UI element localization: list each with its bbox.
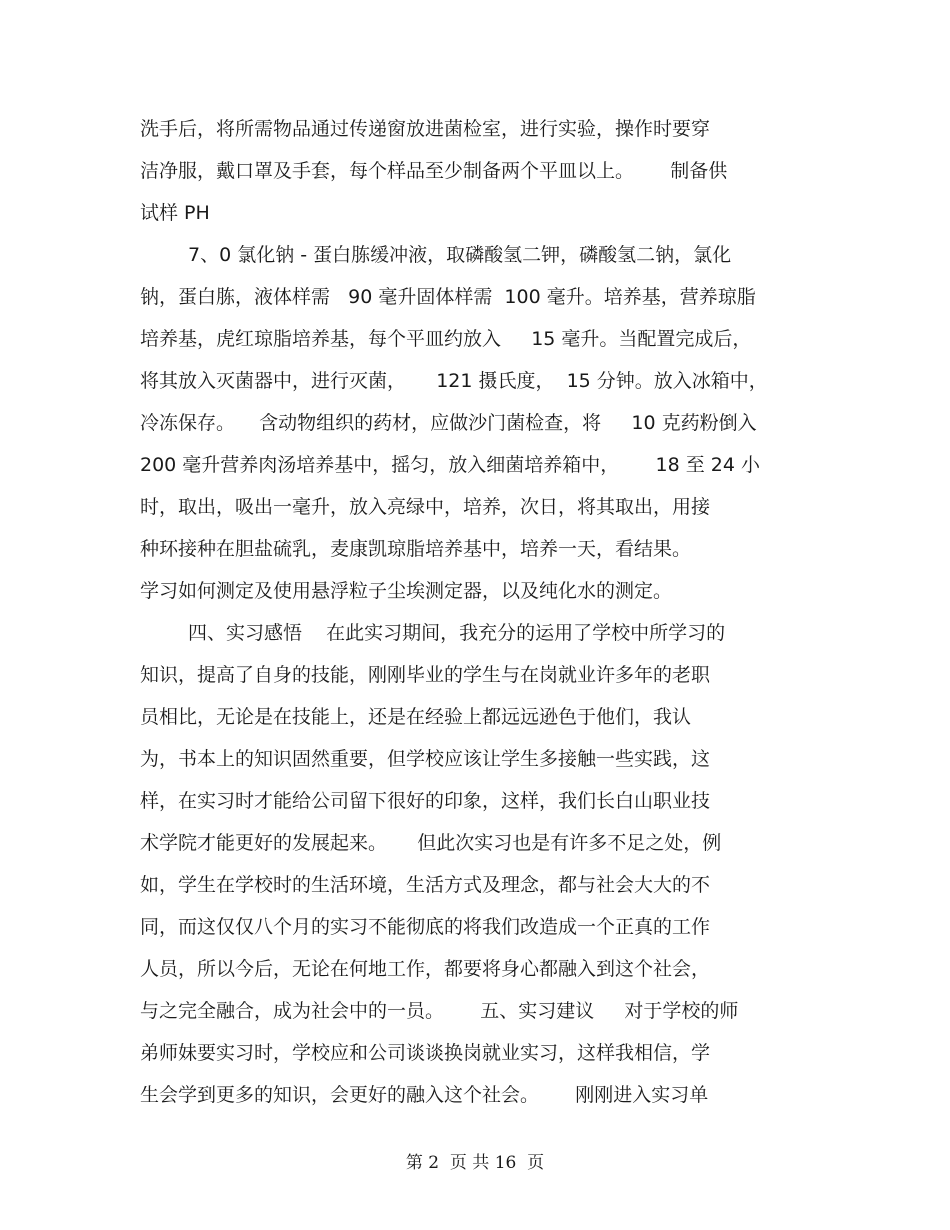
text-line: 为，书本上的知识固然重要，但学校应该让学生多接触一些实践，这 [140,748,711,770]
text-line: 冷冻保存。 含动物组织的药材，应做沙门菌检查，将 10 克药粉倒入 [140,412,757,434]
text-line: 种环接种在胆盐硫乳，麦康凯琼脂培养基中，培养一天，看结果。 [140,538,692,560]
text-line: 样，在实习时才能给公司留下很好的印象，这样，我们长白山职业技 [140,790,711,812]
text-line: 洁净服，戴口罩及手套，每个样品至少制备两个平皿以上。 制备供 [140,160,728,182]
page-number-footer: 第 2 页 共 16 页 [405,1153,545,1173]
text-line: 洗手后，将所需物品通过传递窗放进菌检室，进行实验，操作时要穿 [140,118,711,140]
text-line: 200 毫升营养肉汤培养基中，摇匀，放入细菌培养箱中， 18 至 24 小 [140,454,761,476]
text-line: 如，学生在学校时的生活环境，生活方式及理念，都与社会大大的不 [140,874,711,896]
text-line: 与之完全融合，成为社会中的一员。 五、实习建议 对于学校的师 [140,1000,739,1022]
text-line: 员相比，无论是在技能上，还是在经验上都远远逊色于他们，我认 [140,706,692,728]
text-line: 同，而这仅仅八个月的实习不能彻底的将我们改造成一个正真的工作 [140,916,711,938]
text-line: 培养基，虎红琼脂培养基，每个平皿约放入 15 毫升。当配置完成后， [140,328,752,350]
text-line: 时，取出，吸出一毫升，放入亮绿中，培养，次日，将其取出，用接 [140,496,711,518]
text-line: 钠，蛋白胨，液体样需 90 毫升固体样需 100 毫升。培养基，营养琼脂 [140,286,756,308]
text-line: 生会学到更多的知识，会更好的融入这个社会。 刚刚进入实习单 [140,1084,709,1106]
text-line: 试样 PH [140,202,210,224]
text-line: 四、实习感悟 在此实习期间，我充分的运用了学校中所学习的 [188,622,726,644]
text-line: 术学院才能更好的发展起来。 但此次实习也是有许多不足之处，例 [140,832,722,854]
text-line: 人员，所以今后，无论在何地工作，都要将身心都融入到这个社会， [140,958,711,980]
text-line: 7、0 氯化钠 - 蛋白胨缓冲液，取磷酸氢二钾，磷酸氢二钠，氯化 [188,244,732,266]
text-line: 弟师妹要实习时，学校应和公司谈谈换岗就业实习，这样我相信，学 [140,1042,711,1064]
text-line: 学习如何测定及使用悬浮粒子尘埃测定器，以及纯化水的测定。 [140,580,673,602]
text-line: 知识，提高了自身的技能，刚刚毕业的学生与在岗就业许多年的老职 [140,664,711,686]
text-line: 将其放入灭菌器中，进行灭菌， 121 摄氏度， 15 分钟。放入冰箱中， [140,370,768,392]
